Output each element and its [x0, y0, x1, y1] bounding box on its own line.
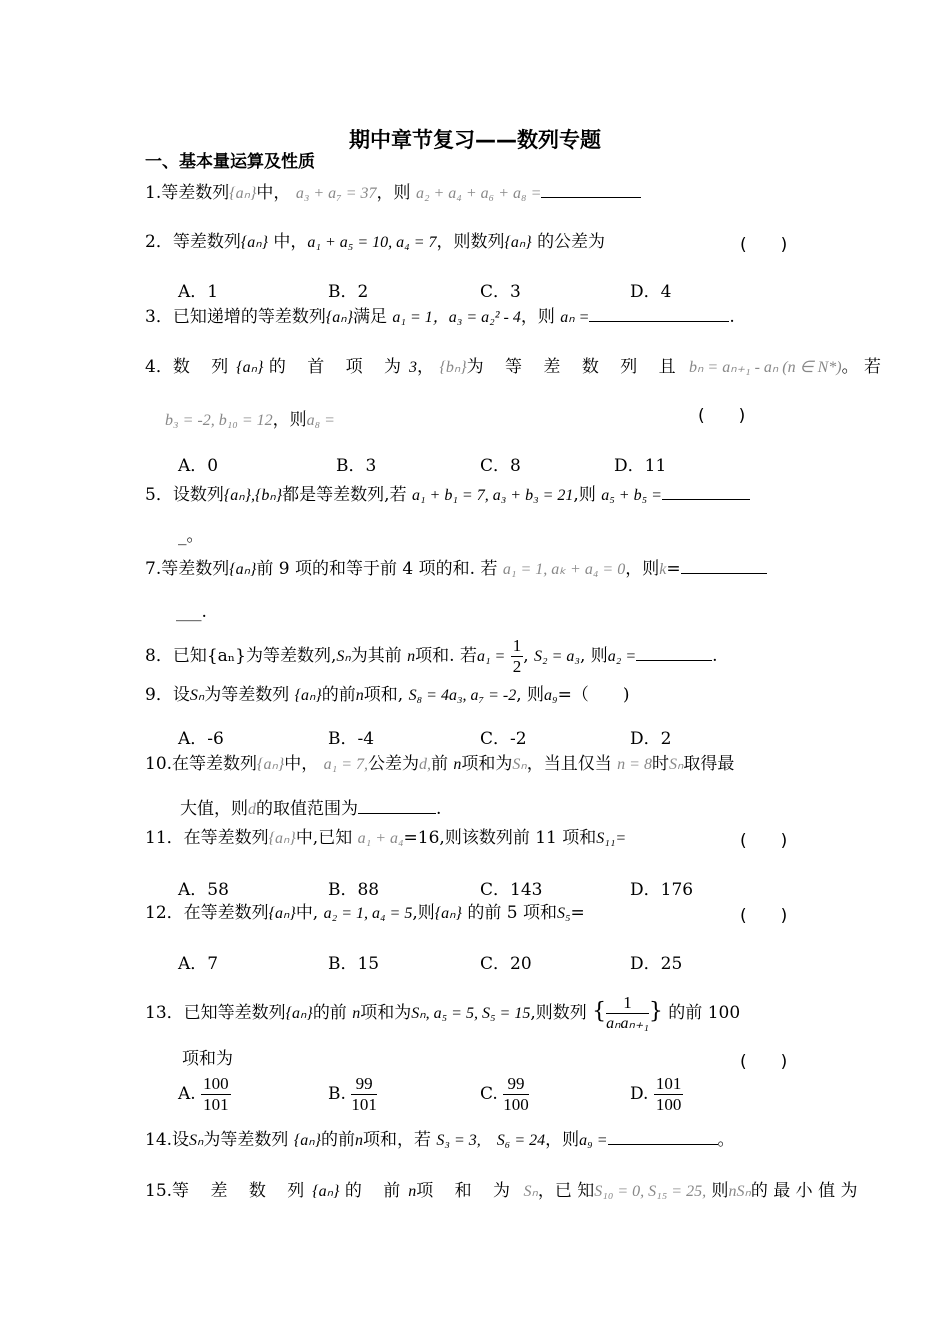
question-15: 15.等 差 数 列{aₙ} 的 前n项 和 为 Sₙ，已 知S₁₀ = 0, S₁₅ = 25, 则nSₙ的 最 小 值 为 [145, 1181, 858, 1201]
question-3: 3．已知递增的等差数列{aₙ}满足 a₁ = 1，a₃ = a₂² - 4，则 aₙ = . [145, 307, 735, 327]
answer-paren: ( ) [740, 235, 788, 255]
question-5: 5．设数列{aₙ},{bₙ}都是等差数列,若 a₁ + b₁ = 7, a₃ + b₃ = 21,则 a₅ + b₅ = [145, 483, 750, 508]
answer-paren: ( ) [740, 1052, 788, 1072]
question-13-line2: 项和为 [182, 1049, 233, 1069]
option-b: B．3 [336, 456, 377, 476]
option-b: B．-4 [328, 729, 375, 749]
option-b: B．15 [328, 954, 380, 974]
option-a: A. $\frac{100}{101}$ [178, 1074, 229, 1114]
question-12: 12．在等差数列{aₙ}中, a₂ = 1, a₄ = 5,则{aₙ} 的前 5 项和S₅= [145, 903, 585, 923]
section-heading: 一、基本量运算及性质 [145, 152, 315, 172]
question-7: 7.等差数列{aₙ}前 9 项的和等于前 4 项的和. 若 a₁ = 1, aₖ + a₄ = 0，则k= [145, 557, 767, 582]
option-d: D．176 [630, 880, 694, 900]
question-9: 9．设Sₙ为等差数列 {aₙ}的前n项和, S₈ = 4a₃, a₇ = -2, 则a₉=（ ) [145, 685, 630, 705]
answer-paren: ( ) [698, 406, 746, 426]
option-c: C．3 [480, 282, 521, 302]
answer-paren: ( ) [740, 906, 788, 926]
page-title: 期中章节复习——数列专题 [349, 128, 601, 152]
question-2: 2．等差数列{aₙ} 中，a₁ + a₅ = 10, a₄ = 7，则数列{aₙ} 的公差为 [145, 232, 606, 252]
option-d: D．11 [614, 456, 667, 476]
question-10-line2: 大值，则d的取值范围为 . [180, 799, 442, 819]
option-c: C．-2 [480, 729, 527, 749]
option-c: C. $\frac{99}{100}$ [480, 1074, 529, 1114]
option-d: D．4 [630, 282, 672, 302]
option-a: A．1 [178, 282, 219, 302]
fraction: $\frac{1}{\text{aₙaₙ₊₁}}$ [606, 993, 649, 1032]
option-d: D. $\frac{101}{100}$ [630, 1074, 682, 1114]
answer-paren: ( ) [740, 831, 788, 851]
option-a: A．-6 [178, 729, 224, 749]
question-14: 14.设Sₙ为等差数列 {aₙ}的前n项和，若 S₃ = 3, S₆ = 24，则a₉ = 。 [145, 1130, 735, 1150]
option-b: B. $\frac{99}{101}$ [328, 1074, 377, 1114]
option-d: D．25 [630, 954, 683, 974]
question-5-tail: _。 [178, 526, 204, 546]
question-4: 4．数 列{aₙ} 的 首 项 为3， {bₙ}为 等 差 数 列 且 bₙ = aₙ₊₁ - aₙ (n ∈ N*)。 若 [145, 357, 881, 377]
question-7-tail: ___. [176, 602, 207, 622]
question-4-line2: b₃ = -2, b₁₀ = 12，则a₈ = [165, 410, 335, 430]
fraction: $\frac{1}{2}$ [512, 636, 522, 676]
option-a: A．58 [178, 880, 229, 900]
option-c: C．20 [480, 954, 532, 974]
option-d: D．2 [630, 729, 672, 749]
question-13: 13．已知等差数列{aₙ}的前 n项和为Sₙ, a₅ = 5, S₅ = 15,则数列 { $\frac{1}{\text{aₙaₙ₊₁}}$ } 的前 100 [145, 993, 741, 1032]
question-1: 1.等差数列{aₙ}中， a₃ + a₇ = 37，则 a₂ + a₄ + a₆ + a₈ = [145, 181, 641, 206]
option-a: A．7 [178, 954, 219, 974]
question-10: 10.在等差数列{aₙ}中， a₁ = 7,公差为d,前 n项和为Sₙ，当且仅当 n = 8时Sₙ取得最 [145, 754, 735, 774]
option-b: B．88 [328, 880, 380, 900]
option-b: B．2 [328, 282, 369, 302]
option-a: A．0 [178, 456, 219, 476]
question-11: 11．在等差数列{aₙ}中,已知 a₁ + a₄=16,则该数列前 11 项和S₁₁= [145, 828, 627, 848]
option-c: C．8 [480, 456, 521, 476]
question-8: 8．已知{aₙ}为等差数列,Sₙ为其前 n项和. 若a₁ = $\frac{1}{2}$ , S₂ = a₃, 则a₂ = . [145, 636, 718, 676]
option-c: C．143 [480, 880, 543, 900]
